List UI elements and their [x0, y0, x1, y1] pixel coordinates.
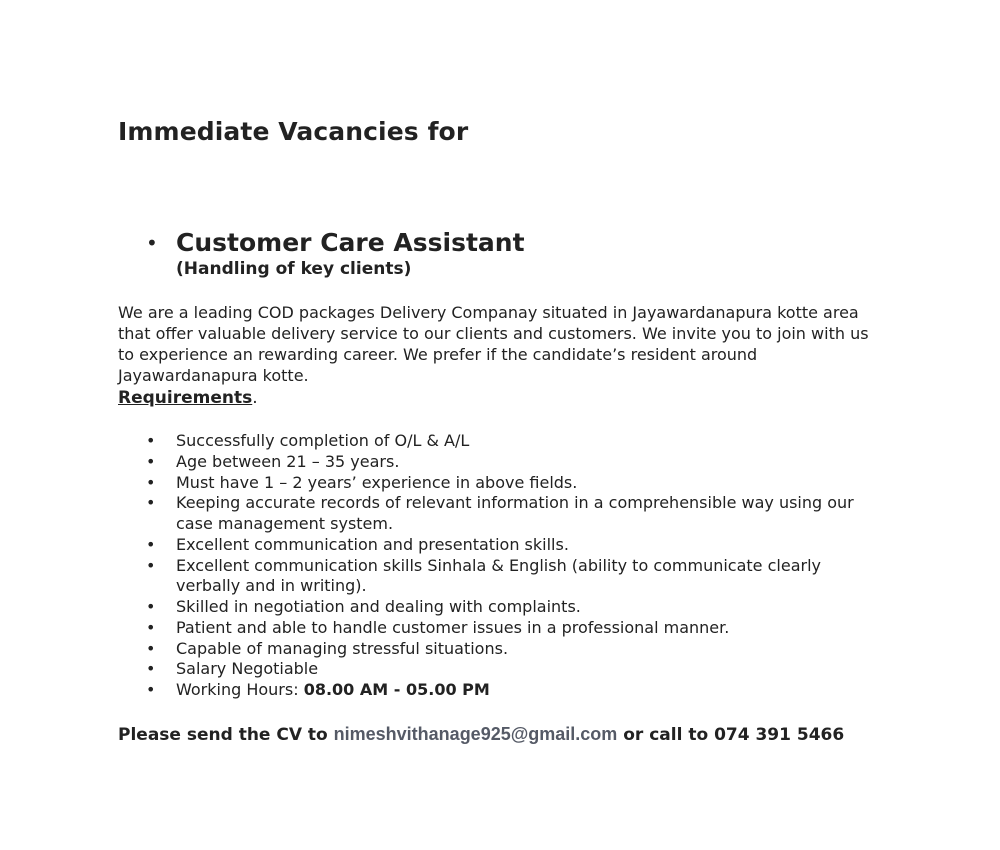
requirements-heading-text: Requirements — [118, 388, 253, 408]
bullet: • — [146, 659, 156, 679]
requirements-heading-punct: . — [252, 388, 258, 408]
requirement-text: Age between 21 – 35 years. — [176, 451, 400, 471]
contact-middle: or call to — [623, 725, 709, 745]
bullet: • — [146, 597, 156, 616]
bullet: • — [146, 472, 156, 492]
list-item — [118, 597, 888, 618]
list-item — [118, 680, 888, 701]
position-title: Customer Care Assistant — [176, 228, 525, 257]
bullet: • — [146, 555, 156, 575]
phone-number: 074 391 5466 — [714, 725, 845, 745]
requirements-list — [118, 431, 888, 701]
contact-prefix: Please send the CV to — [118, 725, 328, 745]
bullet: • — [146, 451, 156, 471]
requirement-text: Skilled in negotiation and dealing with complaints. — [176, 597, 581, 616]
requirement-text: Keeping accurate records of relevant information in a comprehensible way using our case management system. — [176, 493, 854, 533]
position-subtitle: (Handling of key clients) — [176, 259, 412, 279]
bullet: • — [146, 534, 156, 554]
list-item — [118, 535, 888, 556]
list-item — [118, 431, 888, 452]
working-hours-label: Working Hours: — [176, 680, 299, 699]
requirement-text: Excellent communication skills Sinhala & English (ability to communicate clearly verbally and in writing). — [176, 555, 821, 596]
list-item — [118, 473, 888, 494]
bullet: • — [146, 680, 156, 699]
contact-line — [118, 723, 844, 746]
working-hours-value: 08.00 AM - 05.00 PM — [303, 680, 490, 699]
requirement-text: Patient and able to handle customer issues in a professional manner. — [176, 617, 730, 637]
list-item — [118, 556, 888, 598]
list-item — [118, 493, 888, 535]
bullet: • — [146, 431, 156, 450]
requirement-text: Excellent communication and presentation skills. — [176, 534, 569, 554]
requirement-text: Capable of managing stressful situations. — [176, 638, 509, 658]
requirement-text: Salary Negotiable — [176, 659, 319, 679]
bullet: • — [146, 493, 156, 513]
intro-paragraph: We are a leading COD packages Delivery Companay situated in Jayawardanapura kotte area that offer valuable delivery service to our clients and customers. We invite you to join with us to experience an rewarding career. We prefer if the candidate’s resident around Jayawardanapura kotte. — [118, 303, 869, 385]
list-item — [118, 618, 888, 639]
list-item — [118, 659, 888, 680]
bullet: • — [146, 617, 156, 637]
requirement-text: Successfully completion of O/L & A/L — [176, 431, 470, 450]
list-item — [118, 452, 888, 473]
list-item — [118, 639, 888, 660]
bullet: • — [146, 638, 156, 658]
requirements-heading — [118, 387, 258, 409]
position-bullet: • — [146, 231, 158, 255]
requirement-text: Must have 1 – 2 years’ experience in above fields. — [176, 472, 578, 492]
page-title: Immediate Vacancies for — [118, 117, 469, 146]
email-link[interactable]: nimeshvithanage925@gmail.com — [333, 724, 618, 744]
